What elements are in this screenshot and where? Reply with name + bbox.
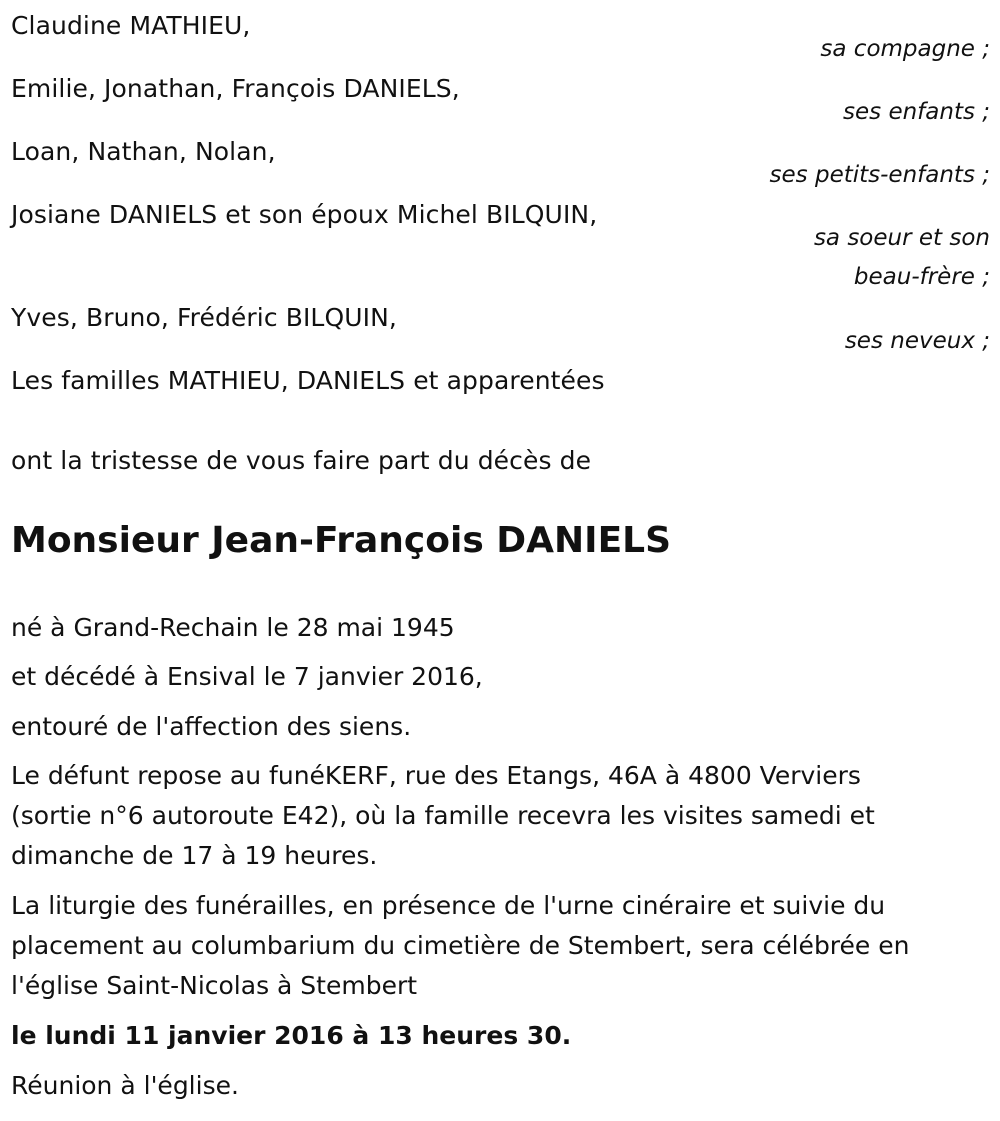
- liturgy-info-line: l'église Saint-Nicolas à Stembert: [11, 971, 418, 1000]
- family-relation: ses neveux ;: [844, 328, 990, 354]
- surrounded-text: entouré de l'affection des siens.: [11, 712, 412, 741]
- repose-info-line: dimanche de 17 à 19 heures.: [11, 841, 378, 870]
- funeral-date: le lundi 11 janvier 2016 à 13 heures 30.: [11, 1021, 572, 1050]
- family-relation: sa compagne ;: [820, 36, 990, 62]
- liturgy-info-line: La liturgie des funérailles, en présence de l'urne cinéraire et suivie du: [11, 891, 886, 920]
- family-member-name: Loan, Nathan, Nolan,: [11, 137, 276, 166]
- family-member-name: Josiane DANIELS et son époux Michel BILQUIN,: [11, 200, 598, 229]
- repose-info-line: Le défunt repose au funéKERF, rue des Etangs, 46A à 4800 Verviers: [11, 761, 861, 790]
- family-relation: ses enfants ;: [843, 99, 990, 125]
- death-info: et décédé à Ensival le 7 janvier 2016,: [11, 662, 483, 691]
- family-relation: ses petits-enfants ;: [769, 162, 990, 188]
- birth-info: né à Grand-Rechain le 28 mai 1945: [11, 613, 455, 642]
- family-member-name: Yves, Bruno, Frédéric BILQUIN,: [11, 303, 397, 332]
- family-relation: sa soeur et son: [813, 225, 990, 251]
- deceased-name: Monsieur Jean-François DANIELS: [11, 520, 672, 561]
- meeting-info: Réunion à l'église.: [11, 1071, 239, 1100]
- announcement-text: ont la tristesse de vous faire part du décès de: [11, 446, 592, 475]
- family-relation: beau-frère ;: [853, 264, 990, 290]
- family-member-name: Claudine MATHIEU,: [11, 11, 251, 40]
- liturgy-info-line: placement au columbarium du cimetière de Stembert, sera célébrée en: [11, 931, 910, 960]
- repose-info-line: (sortie n°6 autoroute E42), où la famille recevra les visites samedi et: [11, 801, 875, 830]
- family-member-name: Emilie, Jonathan, François DANIELS,: [11, 74, 460, 103]
- family-member-name: Les familles MATHIEU, DANIELS et apparentées: [11, 366, 605, 395]
